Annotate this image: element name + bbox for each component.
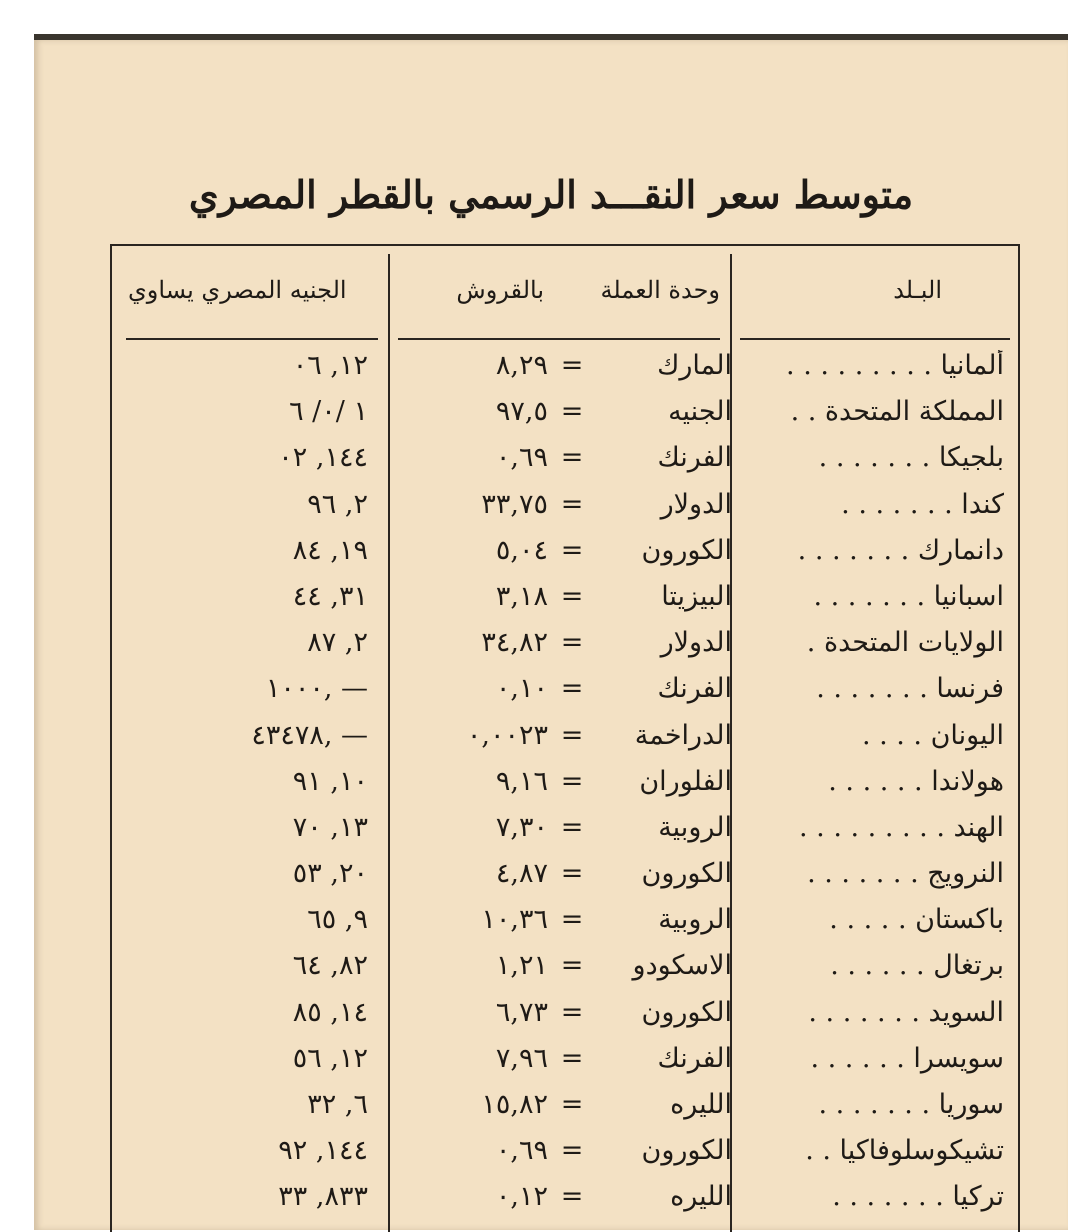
table-row <box>112 1177 1018 1223</box>
unit-cell: الليره <box>670 1181 732 1213</box>
value-piasters-cell: ٦,٧٣ <box>495 996 548 1028</box>
value-piasters-cell: ١٥,٨٢ <box>481 1089 548 1120</box>
value-piasters-cell: ٣٣,٧٥ <box>481 488 548 520</box>
equals-sign: = <box>560 488 584 520</box>
table-row <box>112 1039 1018 1085</box>
value-piasters-cell: ١٠,٣٦ <box>481 904 548 936</box>
country-cell: كندا . . . . . . . <box>841 488 1004 520</box>
equals-sign: = <box>560 1181 584 1213</box>
header-country: البـلد <box>893 276 942 304</box>
pound-equivalent-cell: ١٠٠٠, — <box>265 673 368 705</box>
table-row <box>112 623 1018 669</box>
table-body <box>112 346 1018 1224</box>
header-underline <box>398 338 720 340</box>
unit-cell: الجنيه <box>668 396 732 428</box>
table-row <box>112 485 1018 531</box>
country-cell: اليونان . . . . <box>861 719 1004 751</box>
equals-sign: = <box>560 442 584 474</box>
pound-equivalent-cell: ١٤٤, ٩٢ <box>278 1135 368 1167</box>
value-piasters-cell: ٠,٦٩ <box>495 442 548 474</box>
equals-sign: = <box>560 858 584 890</box>
value-piasters-cell: ٧,٩٦ <box>495 1042 548 1074</box>
unit-cell: الدولار <box>660 627 732 659</box>
table-row <box>112 993 1018 1039</box>
equals-sign: = <box>560 350 584 381</box>
country-cell: هولاندا . . . . . . <box>828 765 1004 797</box>
equals-sign: = <box>560 719 584 751</box>
country-cell: ألمانيا . . . . . . . . . <box>786 350 1004 381</box>
page-title: متوسط سعر النقـــد الرسمي بالقطر المصري <box>188 172 914 217</box>
unit-cell: الروبية <box>658 904 732 936</box>
country-cell: المملكة المتحدة . . <box>790 396 1004 428</box>
unit-cell: المارك <box>657 350 732 381</box>
table-row <box>112 392 1018 438</box>
table-row <box>112 438 1018 484</box>
equals-sign: = <box>560 580 584 612</box>
unit-cell: الفلوران <box>639 765 732 797</box>
pound-equivalent-cell: ٢, ٩٦ <box>307 488 368 520</box>
value-piasters-cell: ٩,١٦ <box>495 765 548 797</box>
equals-sign: = <box>560 396 584 428</box>
table-row <box>112 577 1018 623</box>
value-piasters-cell: ٠,٦٩ <box>495 1135 548 1167</box>
country-cell: بلجيكا . . . . . . . <box>818 442 1004 474</box>
country-cell: تشيكوسلوفاكيا . . <box>805 1135 1004 1167</box>
value-piasters-cell: ٠,١٠ <box>495 673 548 705</box>
table-row <box>112 669 1018 715</box>
table-row <box>112 1085 1018 1131</box>
header-underline <box>740 338 1010 340</box>
header-piasters: بالقروش <box>456 276 544 304</box>
unit-cell: الدولار <box>660 488 732 520</box>
table-row <box>112 531 1018 577</box>
country-cell: فرنسا . . . . . . . <box>816 673 1004 705</box>
pound-equivalent-cell: ١٠, ٩١ <box>292 765 368 797</box>
value-piasters-cell: ٧,٣٠ <box>495 811 548 843</box>
value-piasters-cell: ١,٢١ <box>495 950 548 982</box>
equals-sign: = <box>560 765 584 797</box>
unit-cell: الاسكودو <box>632 950 732 982</box>
value-piasters-cell: ٠,٠٠٢٣ <box>466 719 548 751</box>
unit-cell: الكورون <box>641 996 732 1028</box>
pound-equivalent-cell: ٦, ٣٢ <box>307 1089 368 1120</box>
value-piasters-cell: ٥,٠٤ <box>495 534 548 566</box>
country-cell: سوريا . . . . . . . <box>818 1089 1004 1120</box>
table-row <box>112 762 1018 808</box>
header-pound-equals: الجنيه المصري يساوي <box>128 276 347 304</box>
pound-equivalent-cell: ٩, ٦٥ <box>307 904 368 936</box>
country-cell: النرويج . . . . . . . <box>807 858 1004 890</box>
equals-sign: = <box>560 996 584 1028</box>
unit-cell: الكورون <box>641 858 732 890</box>
document-page <box>34 34 1068 1230</box>
equals-sign: = <box>560 904 584 936</box>
country-cell: برتغال . . . . . . <box>830 950 1004 982</box>
pound-equivalent-cell: ١٩, ٨٤ <box>292 534 368 566</box>
value-piasters-cell: ٤,٨٧ <box>495 858 548 890</box>
table-row <box>112 346 1018 392</box>
pound-equivalent-cell: ١٤, ٨٥ <box>292 996 368 1028</box>
unit-cell: البيزيتا <box>661 580 732 612</box>
table-row <box>112 900 1018 946</box>
unit-cell: الفرنك <box>657 442 732 474</box>
pound-equivalent-cell: ١ /٠/ ٦ <box>289 396 368 428</box>
country-cell: سويسرا . . . . . . <box>810 1042 1004 1074</box>
country-cell: اسبانيا . . . . . . . <box>813 580 1004 612</box>
exchange-rate-table <box>110 244 1020 1232</box>
equals-sign: = <box>560 1089 584 1120</box>
country-cell: الولايات المتحدة . <box>806 627 1004 659</box>
country-cell: الهند . . . . . . . . . <box>799 811 1004 843</box>
unit-cell: الروبية <box>658 811 732 843</box>
pound-equivalent-cell: ٤٣٤٧٨, — <box>251 719 368 751</box>
pound-equivalent-cell: ١٣, ٧٠ <box>292 811 368 843</box>
country-cell: باكستان . . . . . <box>829 904 1004 936</box>
equals-sign: = <box>560 1042 584 1074</box>
pound-equivalent-cell: ٣١, ٤٤ <box>292 580 368 612</box>
equals-sign: = <box>560 811 584 843</box>
pound-equivalent-cell: ٨٢, ٦٤ <box>292 950 368 982</box>
unit-cell: الدراخمة <box>634 719 732 751</box>
table-row <box>112 808 1018 854</box>
equals-sign: = <box>560 950 584 982</box>
table-row <box>112 946 1018 992</box>
unit-cell: الكورون <box>641 1135 732 1167</box>
header-underline <box>126 338 378 340</box>
header-unit: وحدة العملة <box>600 276 720 304</box>
value-piasters-cell: ٠,١٢ <box>495 1181 548 1213</box>
unit-cell: الفرنك <box>657 673 732 705</box>
value-piasters-cell: ٨,٢٩ <box>495 350 548 381</box>
equals-sign: = <box>560 627 584 659</box>
equals-sign: = <box>560 673 584 705</box>
table-row <box>112 854 1018 900</box>
equals-sign: = <box>560 1135 584 1167</box>
unit-cell: الكورون <box>641 534 732 566</box>
pound-equivalent-cell: ١٢, ٥٦ <box>292 1042 368 1074</box>
value-piasters-cell: ٣٤,٨٢ <box>481 627 548 659</box>
pound-equivalent-cell: ٢, ٨٧ <box>307 627 368 659</box>
country-cell: دانمارك . . . . . . . <box>797 534 1004 566</box>
pound-equivalent-cell: ١٢, ٠٦ <box>292 350 368 381</box>
equals-sign: = <box>560 534 584 566</box>
country-cell: السويد . . . . . . . <box>808 996 1004 1028</box>
table-row <box>112 716 1018 762</box>
unit-cell: الليره <box>670 1089 732 1120</box>
country-cell: تركيا . . . . . . . <box>832 1181 1004 1213</box>
unit-cell: الفرنك <box>657 1042 732 1074</box>
value-piasters-cell: ٣,١٨ <box>495 580 548 612</box>
table-row <box>112 1131 1018 1177</box>
pound-equivalent-cell: ٢٠, ٥٣ <box>292 858 368 890</box>
pound-equivalent-cell: ٨٣٣, ٣٣ <box>278 1181 368 1213</box>
pound-equivalent-cell: ١٤٤, ٠٢ <box>278 442 368 474</box>
value-piasters-cell: ٩٧,٥ <box>495 396 548 428</box>
